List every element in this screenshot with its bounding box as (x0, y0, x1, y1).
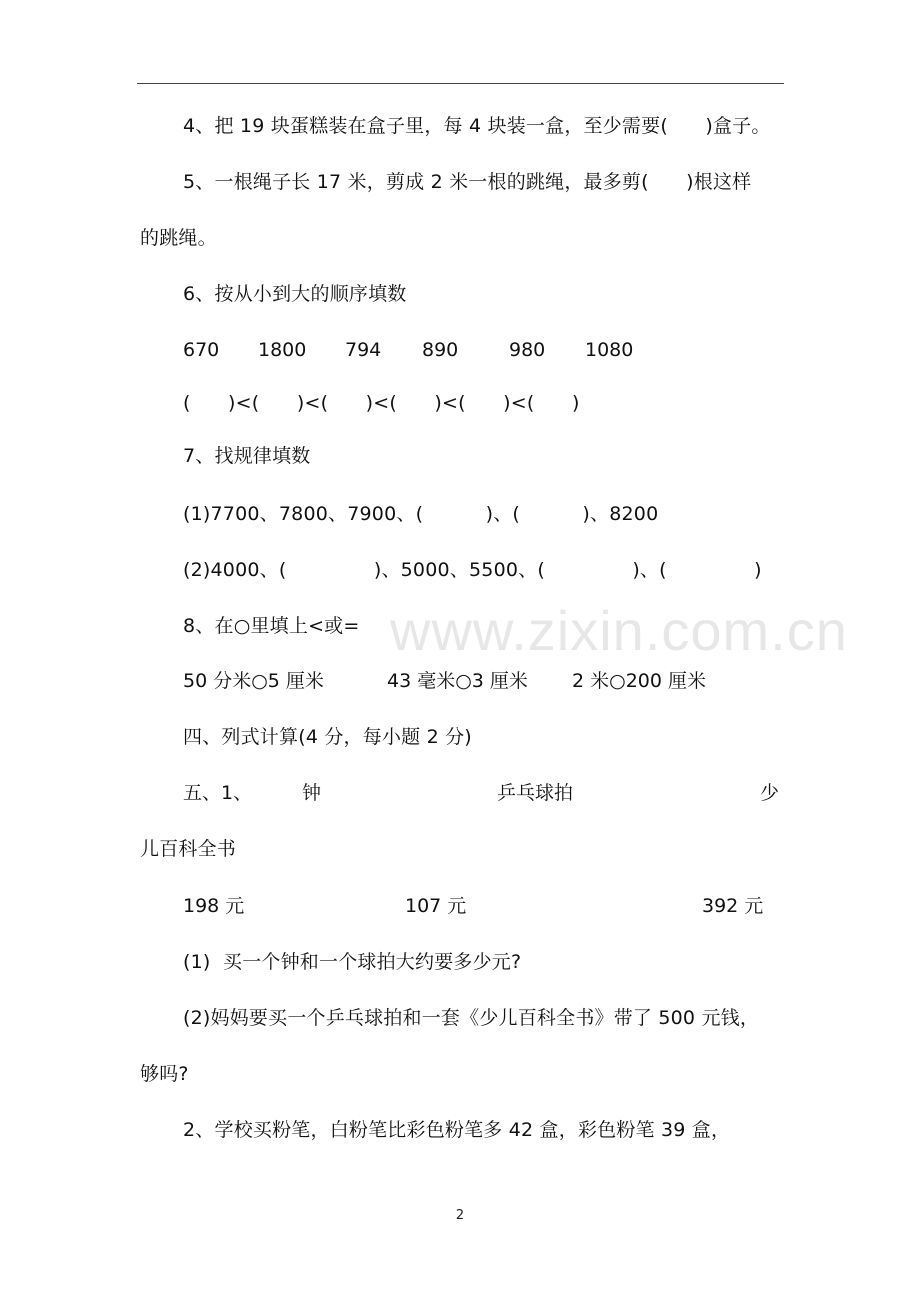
section-4-heading: 四、列式计算(4 分，每小题 2 分) (183, 726, 472, 748)
question-7-title: 7、找规律填数 (183, 445, 311, 467)
item-encyclopedia-end: 儿百科全书 (140, 838, 237, 860)
section-5-problem-2: 2、学校买粉笔，白粉笔比彩色粉笔多 42 盒，彩色粉笔 39 盒， (183, 1119, 731, 1141)
page-number: 2 (455, 1208, 465, 1223)
q6-number: 794 (345, 339, 382, 361)
question-5-line-1: 5、一根绳子长 17 米，剪成 2 米一根的跳绳，最多剪( )根这样 (183, 171, 752, 193)
question-6-title: 6、按从小到大的顺序填数 (183, 283, 407, 305)
question-7-part-2: (2)4000、( )、5000、5500、( )、( ) (183, 559, 762, 581)
q8-item: 43 毫米○3 厘米 (387, 670, 528, 692)
section-5-question-2-line-1: (2)妈妈要买一个乒乓球拍和一套《少儿百科全书》带了 500 元钱， (183, 1007, 760, 1029)
q6-number: 980 (509, 339, 546, 361)
watermark: www.zixin.com.cn (390, 599, 848, 662)
question-4: 4、把 19 块蛋糕装在盒子里，每 4 块装一盒，至少需要( )盒子。 (183, 115, 771, 137)
item-encyclopedia-start: 少 (760, 782, 780, 804)
section-5-question-2-line-2: 够吗? (140, 1063, 189, 1085)
price-encyclopedia: 392 元 (702, 895, 764, 917)
section-5-question-1: (1) 买一个钟和一个球拍大约要多少元? (183, 951, 522, 973)
q6-number: 890 (422, 339, 459, 361)
question-7-part-1: (1)7700、7800、7900、( )、( )、8200 (183, 503, 659, 525)
q6-number: 670 (183, 339, 220, 361)
q6-blanks: ( )<( )<( )<( )<( )<( ) (183, 392, 580, 414)
question-5-line-2: 的跳绳。 (140, 227, 217, 249)
q6-number: 1800 (258, 339, 307, 361)
q6-number: 1080 (585, 339, 634, 361)
item-ping-pong-paddle: 乒乓球拍 (497, 782, 574, 804)
question-8-title: 8、在○里填上<或= (183, 615, 360, 637)
price-paddle: 107 元 (405, 895, 467, 917)
price-clock: 198 元 (183, 895, 245, 917)
header-rule (137, 83, 784, 84)
item-clock: 钟 (302, 782, 322, 804)
q8-item: 2 米○200 厘米 (572, 670, 707, 692)
q8-item: 50 分米○5 厘米 (183, 670, 324, 692)
section-5-label: 五、1、 (183, 782, 253, 804)
